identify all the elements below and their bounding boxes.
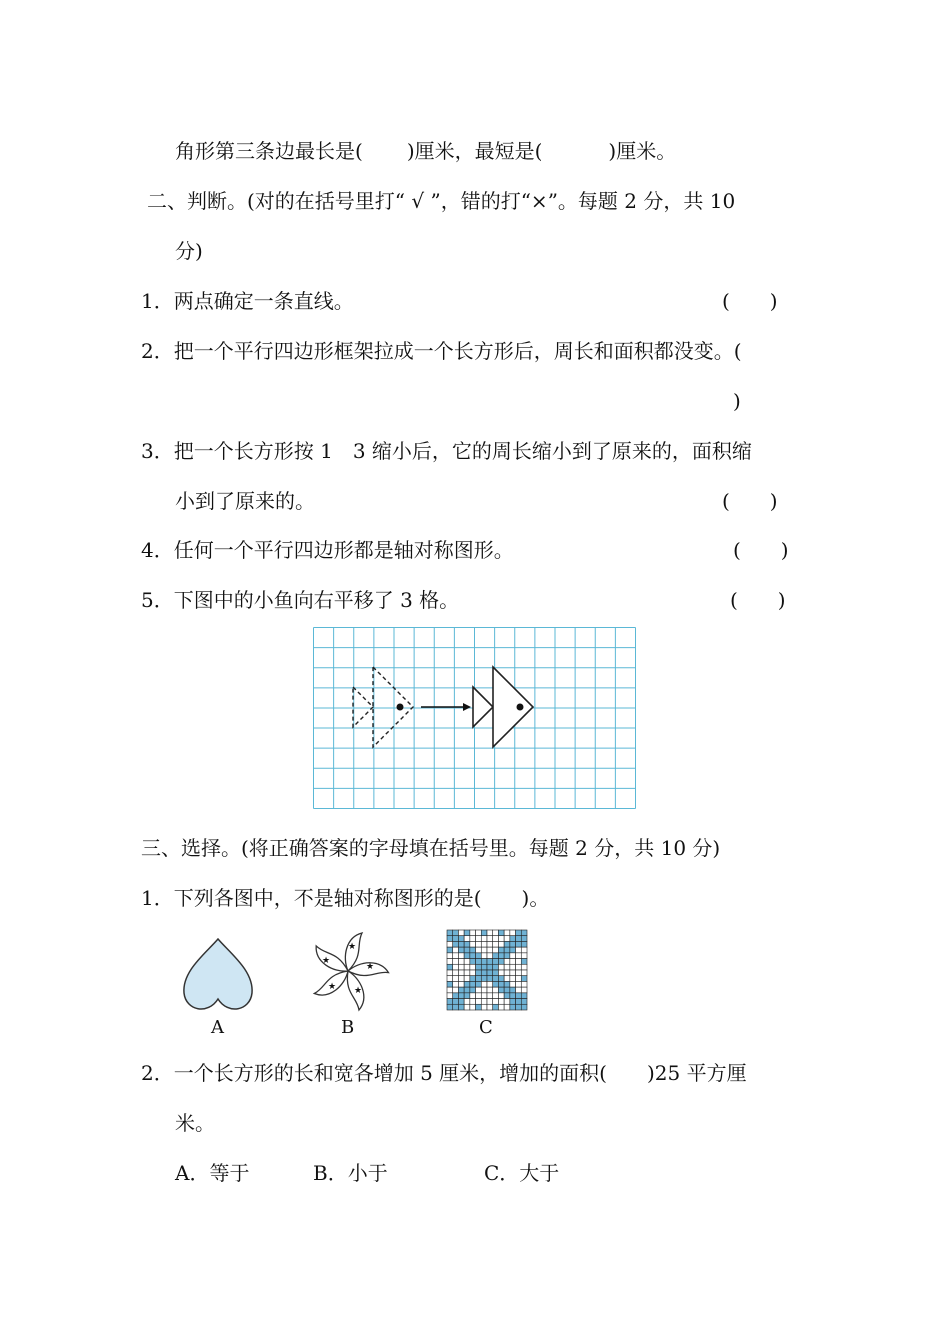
mosaic-cell bbox=[493, 976, 499, 982]
mosaic-cell bbox=[487, 959, 493, 965]
mosaic-cell bbox=[487, 930, 493, 936]
grid-svg bbox=[313, 627, 636, 809]
mosaic-cell bbox=[476, 953, 482, 959]
mosaic-cell bbox=[504, 970, 510, 976]
q-text: 下列各图中，不是轴对称图形的是( )。 bbox=[173, 886, 550, 910]
mosaic-cell bbox=[504, 953, 510, 959]
mosaic-cell bbox=[510, 987, 516, 993]
mosaic-cell bbox=[447, 941, 453, 947]
q-text: 把一个平行四边形框架拉成一个长方形后，周长和面积都没变。( bbox=[173, 339, 742, 363]
q-num: 1． bbox=[141, 289, 174, 313]
mosaic-cell bbox=[487, 999, 493, 1005]
mosaic-cell bbox=[487, 987, 493, 993]
mosaic-cell bbox=[470, 1004, 476, 1010]
mosaic-cell bbox=[458, 987, 464, 993]
fish-moved bbox=[473, 667, 533, 747]
mosaic-cell bbox=[504, 959, 510, 965]
mosaic-cell bbox=[470, 941, 476, 947]
mosaic-cell bbox=[447, 930, 453, 936]
mosaic-cell bbox=[504, 981, 510, 987]
mosaic-cell bbox=[464, 993, 470, 999]
fish-original-body bbox=[373, 667, 413, 747]
mosaic-cell bbox=[458, 981, 464, 987]
mosaic-cell bbox=[470, 993, 476, 999]
mosaic-cell bbox=[447, 976, 453, 982]
mosaic-cell bbox=[493, 941, 499, 947]
mosaic-cell bbox=[458, 1004, 464, 1010]
mosaic-cell bbox=[481, 964, 487, 970]
mosaic-cell bbox=[516, 1004, 522, 1010]
mosaic-cell bbox=[470, 987, 476, 993]
section2-heading: 二、判断。(对的在括号里打“ √ ”，错的打“×”。每题 2 分，共 10 bbox=[147, 189, 736, 213]
mosaic-cell bbox=[521, 947, 527, 953]
mosaic-cell bbox=[458, 976, 464, 982]
mosaic-cell bbox=[453, 947, 459, 953]
mosaic-cell bbox=[510, 976, 516, 982]
q-num: 2． bbox=[141, 339, 174, 363]
fish-translation-grid bbox=[313, 627, 636, 809]
mosaic-cell bbox=[476, 999, 482, 1005]
mosaic-cell bbox=[464, 1004, 470, 1010]
mosaic-cell bbox=[464, 936, 470, 942]
mosaic-cell bbox=[447, 999, 453, 1005]
mosaic-cell bbox=[521, 981, 527, 987]
mosaic-cell bbox=[498, 964, 504, 970]
mosaic-cell bbox=[470, 959, 476, 965]
mosaic-cell bbox=[453, 941, 459, 947]
mosaic-cell bbox=[476, 970, 482, 976]
mosaic-cell bbox=[481, 953, 487, 959]
mosaic-cell bbox=[453, 999, 459, 1005]
mosaic-cell bbox=[521, 976, 527, 982]
flower-shape bbox=[306, 929, 390, 1013]
mosaic-cell bbox=[470, 976, 476, 982]
judge-q2 bbox=[141, 338, 742, 364]
mosaic-cell bbox=[510, 970, 516, 976]
mosaic-cell bbox=[510, 947, 516, 953]
mosaic-cell bbox=[447, 936, 453, 942]
section3-heading: 三、选择。(将正确答案的字母填在括号里。每题 2 分，共 10 分) bbox=[141, 836, 721, 860]
mosaic-cell bbox=[453, 1004, 459, 1010]
mosaic-cell bbox=[458, 999, 464, 1005]
q-text: 一个长方形的长和宽各增加 5 厘米，增加的面积( )25 平方厘 bbox=[173, 1061, 747, 1085]
mosaic-cell bbox=[464, 959, 470, 965]
mosaic-cell bbox=[521, 987, 527, 993]
mosaic-cell bbox=[447, 959, 453, 965]
mosaic-cell bbox=[458, 993, 464, 999]
mosaic-cell bbox=[504, 1004, 510, 1010]
mosaic-cell bbox=[516, 970, 522, 976]
mosaic-cell bbox=[487, 970, 493, 976]
mosaic-cell bbox=[464, 930, 470, 936]
mosaic-cell bbox=[521, 959, 527, 965]
mosaic-cell bbox=[516, 947, 522, 953]
mosaic-cell bbox=[476, 993, 482, 999]
mosaic-cell bbox=[476, 976, 482, 982]
mosaic-cell bbox=[447, 964, 453, 970]
mosaic-cell bbox=[498, 930, 504, 936]
mosaic-cell bbox=[476, 930, 482, 936]
mosaic-cell bbox=[504, 936, 510, 942]
part1-text-2: )厘米，最短是( bbox=[406, 139, 543, 163]
q-text: 下图中的小鱼向右平移了 3 格。 bbox=[173, 588, 460, 612]
mosaic-cell bbox=[498, 936, 504, 942]
mosaic-cell bbox=[481, 993, 487, 999]
choice-q2-option-b[interactable]: B．小于 bbox=[313, 1161, 388, 1185]
mosaic-cell bbox=[476, 941, 482, 947]
mosaic-cell bbox=[481, 976, 487, 982]
mosaic-cell bbox=[476, 964, 482, 970]
fish-original bbox=[353, 667, 413, 747]
mosaic-cell bbox=[476, 947, 482, 953]
mosaic-cell bbox=[453, 953, 459, 959]
q-num: 5． bbox=[141, 588, 174, 612]
mosaic-cell bbox=[487, 936, 493, 942]
mosaic-cell bbox=[493, 947, 499, 953]
mosaic-cell bbox=[458, 941, 464, 947]
mosaic-cell bbox=[447, 953, 453, 959]
q-num: 3． bbox=[141, 439, 174, 463]
svg-text:★: ★ bbox=[347, 942, 357, 952]
mosaic-cell bbox=[516, 976, 522, 982]
mosaic-cell bbox=[521, 1004, 527, 1010]
answer-paren[interactable]: ( ) bbox=[730, 588, 786, 612]
answer-paren[interactable]: ( ) bbox=[722, 489, 778, 513]
mosaic-cell bbox=[516, 999, 522, 1005]
answer-paren[interactable]: ( ) bbox=[733, 538, 789, 562]
mosaic-cell bbox=[481, 941, 487, 947]
mosaic-cell bbox=[447, 993, 453, 999]
choice-q1 bbox=[141, 885, 549, 911]
mosaic-cell bbox=[453, 970, 459, 976]
mosaic-cell bbox=[504, 947, 510, 953]
mosaic-cell bbox=[458, 964, 464, 970]
mosaic-cell bbox=[458, 947, 464, 953]
mosaic-cell bbox=[516, 941, 522, 947]
mosaic-cell bbox=[447, 987, 453, 993]
choice-q2 bbox=[141, 1060, 747, 1086]
mosaic-cell bbox=[453, 964, 459, 970]
mosaic-cell bbox=[447, 981, 453, 987]
mosaic-cell bbox=[487, 976, 493, 982]
mosaic-cell bbox=[516, 993, 522, 999]
heart-shape bbox=[178, 935, 258, 1013]
mosaic-cell bbox=[470, 953, 476, 959]
mosaic-cell bbox=[487, 941, 493, 947]
mosaic-cell bbox=[504, 941, 510, 947]
mosaic-cell bbox=[504, 930, 510, 936]
mosaic-cell bbox=[476, 1004, 482, 1010]
mosaic-cell bbox=[493, 999, 499, 1005]
q-num: 4． bbox=[141, 538, 174, 562]
mosaic-cell bbox=[476, 987, 482, 993]
mosaic-cell bbox=[521, 930, 527, 936]
mosaic-cell bbox=[447, 970, 453, 976]
fish-original-tail bbox=[353, 687, 373, 727]
mosaic-cell bbox=[481, 987, 487, 993]
mosaic-cell bbox=[458, 936, 464, 942]
mosaic-cell bbox=[453, 993, 459, 999]
mosaic-cell bbox=[498, 970, 504, 976]
mosaic-cell bbox=[510, 941, 516, 947]
part1-text-1: 角形第三条边最长是( bbox=[175, 139, 363, 163]
mosaic-cell bbox=[447, 947, 453, 953]
option-a-label[interactable]: A bbox=[211, 1017, 224, 1038]
mosaic-cell bbox=[464, 976, 470, 982]
mosaic-cell bbox=[521, 936, 527, 942]
answer-paren[interactable]: ( ) bbox=[722, 289, 778, 313]
mosaic-cell bbox=[493, 981, 499, 987]
mosaic-cell bbox=[493, 993, 499, 999]
mosaic-cell bbox=[498, 947, 504, 953]
option-b-label[interactable]: B bbox=[341, 1017, 355, 1038]
svg-text:★: ★ bbox=[353, 986, 363, 996]
mosaic-cell bbox=[453, 981, 459, 987]
mosaic-cell bbox=[521, 941, 527, 947]
mosaic-cell bbox=[476, 936, 482, 942]
mosaic-cell bbox=[510, 993, 516, 999]
mosaic-cell bbox=[498, 999, 504, 1005]
mosaic-cell bbox=[470, 981, 476, 987]
mosaic-shape bbox=[446, 929, 528, 1011]
q-num: 2． bbox=[141, 1061, 174, 1085]
mosaic-cell bbox=[464, 987, 470, 993]
mosaic-cell bbox=[470, 930, 476, 936]
mosaic-cell bbox=[516, 930, 522, 936]
mosaic-cell bbox=[481, 999, 487, 1005]
mosaic-cell bbox=[487, 993, 493, 999]
choice-q1-figures bbox=[178, 925, 538, 1045]
mosaic-cell bbox=[470, 964, 476, 970]
mosaic-cell bbox=[470, 947, 476, 953]
mosaic-cell bbox=[481, 947, 487, 953]
mosaic-cell bbox=[516, 964, 522, 970]
mosaic-cell bbox=[481, 1004, 487, 1010]
fish-original-eye bbox=[397, 704, 404, 711]
mosaic-cell bbox=[487, 953, 493, 959]
mosaic-cell bbox=[464, 999, 470, 1005]
mosaic-cell bbox=[521, 953, 527, 959]
mosaic-cell bbox=[498, 941, 504, 947]
mosaic-cell bbox=[504, 976, 510, 982]
mosaic-cell bbox=[510, 930, 516, 936]
mosaic-cell bbox=[487, 964, 493, 970]
mosaic-cell bbox=[464, 970, 470, 976]
mosaic-cell bbox=[521, 964, 527, 970]
q-text: 两点确定一条直线。 bbox=[173, 289, 354, 313]
mosaic-cell bbox=[493, 930, 499, 936]
mosaic-cell bbox=[481, 981, 487, 987]
section2-heading-cont: 分) bbox=[175, 239, 203, 263]
mosaic-cell bbox=[504, 987, 510, 993]
svg-text:★: ★ bbox=[365, 962, 375, 972]
mosaic-cell bbox=[481, 930, 487, 936]
mosaic-cell bbox=[504, 993, 510, 999]
mosaic-cell bbox=[516, 953, 522, 959]
mosaic-cell bbox=[453, 959, 459, 965]
mosaic-cell bbox=[504, 964, 510, 970]
mosaic-cell bbox=[510, 959, 516, 965]
mosaic-cell bbox=[458, 930, 464, 936]
mosaic-cell bbox=[510, 999, 516, 1005]
mosaic-cell bbox=[510, 953, 516, 959]
mosaic-cell bbox=[493, 936, 499, 942]
mosaic-cell bbox=[510, 1004, 516, 1010]
mosaic-cell bbox=[521, 993, 527, 999]
mosaic-cell bbox=[458, 959, 464, 965]
fish-moved-body bbox=[493, 667, 533, 747]
mosaic-cell bbox=[464, 964, 470, 970]
q-num: 1． bbox=[141, 886, 174, 910]
mosaic-cell bbox=[498, 987, 504, 993]
mosaic-cell bbox=[481, 959, 487, 965]
q-text: 任何一个平行四边形都是轴对称图形。 bbox=[173, 538, 514, 562]
mosaic-cell bbox=[476, 959, 482, 965]
mosaic-cell bbox=[498, 959, 504, 965]
mosaic-cell bbox=[453, 987, 459, 993]
q-text: 把一个长方形按 1 3 缩小后，它的周长缩小到了原来的，面积缩 bbox=[173, 439, 752, 463]
choice-q2-option-c[interactable]: C．大于 bbox=[484, 1161, 560, 1185]
arrow-head bbox=[463, 703, 471, 711]
mosaic-cell bbox=[493, 959, 499, 965]
mosaic-cell bbox=[493, 1004, 499, 1010]
mosaic-cell bbox=[504, 999, 510, 1005]
part1-tail-line bbox=[175, 138, 676, 164]
mosaic-cell bbox=[487, 947, 493, 953]
mosaic-cell bbox=[521, 999, 527, 1005]
judge-q1 bbox=[141, 288, 354, 314]
fish-moved-tail bbox=[473, 687, 493, 727]
mosaic-cell bbox=[498, 993, 504, 999]
mosaic-cell bbox=[521, 970, 527, 976]
answer-paren-close[interactable]: ) bbox=[733, 389, 741, 413]
mosaic-cell bbox=[464, 953, 470, 959]
mosaic-cell bbox=[516, 987, 522, 993]
judge-q3-cont: 小到了原来的。 bbox=[175, 489, 315, 513]
mosaic-cell bbox=[498, 976, 504, 982]
mosaic-cell bbox=[481, 970, 487, 976]
mosaic-cell bbox=[458, 953, 464, 959]
mosaic-cell bbox=[510, 981, 516, 987]
mosaic-cell bbox=[510, 936, 516, 942]
mosaic-cell bbox=[458, 970, 464, 976]
mosaic-cell bbox=[481, 936, 487, 942]
mosaic-cell bbox=[464, 981, 470, 987]
mosaic-cell bbox=[493, 964, 499, 970]
mosaic-cell bbox=[453, 976, 459, 982]
mosaic-cell bbox=[476, 981, 482, 987]
choice-q2-option-a[interactable]: A．等于 bbox=[175, 1161, 250, 1185]
mosaic-cell bbox=[470, 999, 476, 1005]
mosaic-cell bbox=[447, 1004, 453, 1010]
svg-text:★: ★ bbox=[321, 956, 331, 966]
mosaic-cell bbox=[453, 936, 459, 942]
judge-q4 bbox=[141, 537, 514, 563]
mosaic-cell bbox=[510, 964, 516, 970]
choice-q2-cont: 米。 bbox=[175, 1111, 215, 1135]
mosaic-cell bbox=[516, 936, 522, 942]
mosaic-cell bbox=[516, 959, 522, 965]
mosaic-cell bbox=[470, 970, 476, 976]
mosaic-cell bbox=[493, 970, 499, 976]
mosaic-cell bbox=[516, 981, 522, 987]
fish-moved-eye bbox=[517, 704, 524, 711]
mosaic-cell bbox=[487, 981, 493, 987]
mosaic-cell bbox=[498, 981, 504, 987]
mosaic-cell bbox=[453, 930, 459, 936]
option-c-label[interactable]: C bbox=[479, 1017, 493, 1038]
mosaic-cell bbox=[493, 987, 499, 993]
mosaic-cell bbox=[470, 936, 476, 942]
mosaic-cell bbox=[487, 1004, 493, 1010]
mosaic-cell bbox=[498, 1004, 504, 1010]
judge-q3 bbox=[141, 438, 752, 464]
svg-text:★: ★ bbox=[327, 982, 337, 992]
mosaic-cell bbox=[498, 953, 504, 959]
mosaic-cell bbox=[464, 941, 470, 947]
part1-text-3: )厘米。 bbox=[608, 139, 677, 163]
mosaic-cell bbox=[464, 947, 470, 953]
mosaic-cell bbox=[493, 953, 499, 959]
judge-q5 bbox=[141, 587, 459, 613]
